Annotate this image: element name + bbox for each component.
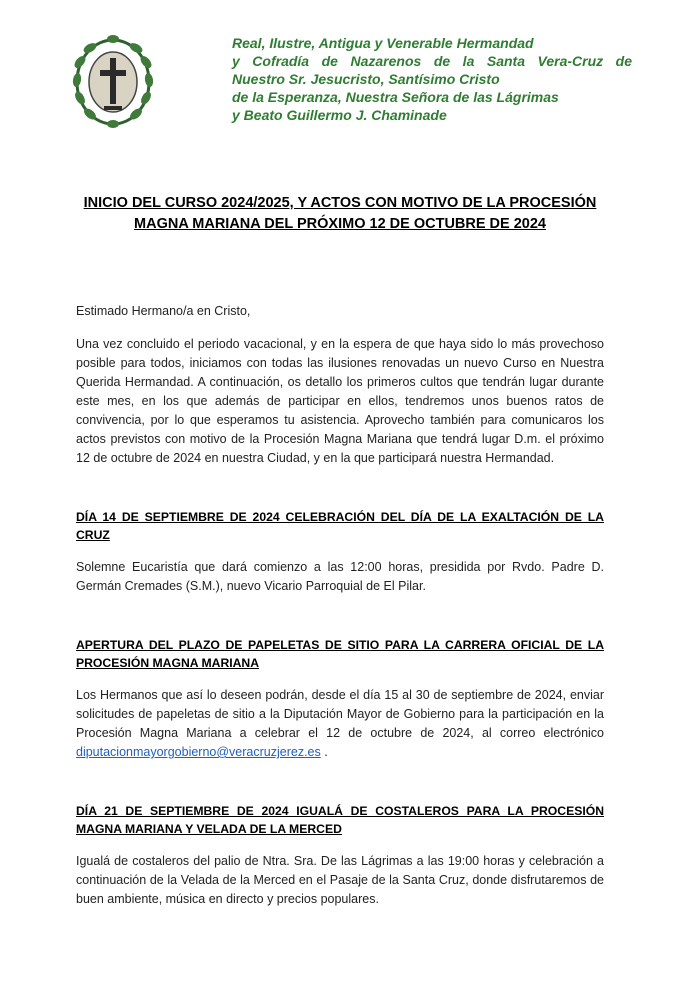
email-link[interactable]: diputacionmayorgobierno@veracruzjerez.es xyxy=(76,745,321,759)
papeletas-text: Los Hermanos que así lo deseen podrán, desde el día 15 al 30 de septiembre de 2024, enviar solicitudes de papeletas de sitio a la Diputación Mayor de Gobierno para la participación en la Procesión Magna Mariana a celebrar el 12 de octubre de 2024, al correo electrónico xyxy=(76,688,604,740)
section-text-exaltacion: Solemne Eucaristía que dará comienzo a las 12:00 horas, presidida por Rvdo. Padre D. Germán Cremades (S.M.), nuevo Vicario Parroquial de El Pilar. xyxy=(76,560,604,593)
section-heading-exaltacion: DÍA 14 DE SEPTIEMBRE DE 2024 CELEBRACIÓN DEL DÍA DE LA EXALTACIÓN DE LA CRUZ xyxy=(76,510,604,542)
brand-line: de la Esperanza, Nuestra Señora de las Lágrimas xyxy=(232,89,559,105)
section-heading-papeletas: APERTURA DEL PLAZO DE PAPELETAS DE SITIO PARA LA CARRERA OFICIAL DE LA PROCESIÓN MAGNA MARIANA xyxy=(76,638,604,670)
letter-body xyxy=(76,302,604,909)
brand-line: y Cofradía de Nazarenos de la Santa Vera-Cruz de xyxy=(232,53,632,69)
letterhead xyxy=(60,28,632,138)
brotherhood-name xyxy=(232,34,632,124)
brand-line: Real, Ilustre, Antigua y Venerable Hermandad xyxy=(232,35,534,51)
brand-line: Nuestro Sr. Jesucristo, Santísimo Cristo xyxy=(232,71,500,87)
cross-wreath-icon xyxy=(68,32,158,132)
section-text-papeletas xyxy=(76,686,604,762)
section-text-iguala: Igualá de costaleros del palio de Ntra. Sra. De las Lágrimas a las 19:00 horas y celebración a continuación de la Velada de la Merced en el Pasaje de la Santa Cruz, donde disfrutaremos de buen ambiente, música en directo y precios populares. xyxy=(76,854,604,906)
brand-line: y Beato Guillermo J. Chaminade xyxy=(232,107,447,123)
papeletas-text-end: . xyxy=(320,745,328,759)
document-title: INICIO DEL CURSO 2024/2025, Y ACTOS CON MOTIVO DE LA PROCESIÓN MAGNA MARIANA DEL PRÓXIMO 12 DE OCTUBRE DE 2024 xyxy=(83,195,597,232)
section-heading-iguala: DÍA 21 DE SEPTIEMBRE DE 2024 IGUALÁ DE COSTALEROS PARA LA PROCESIÓN MAGNA MARIANA Y VELADA DE LA MERCED xyxy=(76,804,604,836)
greeting: Estimado Hermano/a en Cristo, xyxy=(76,304,251,318)
intro-paragraph: Una vez concluido el periodo vacacional, y en la espera de que haya sido lo más provechoso posible para todos, iniciamos con todas las ilusiones renovadas un nuevo Curso en Nuestra Querida Hermandad. A continuación, os detallo los primeros cultos que tendrán lugar durante este mes, en los que además de participar en ellos, tendremos unos buenos ratos de convivencia, por lo que esperamos tu asistencia. Aprovecho también para comunicaros los actos previstos con motivo de la Procesión Magna Mariana que tendrá lugar D.m. el próximo 12 de octubre de 2024 en nuestra Ciudad, y en la que participará nuestra Hermandad. xyxy=(76,337,604,465)
